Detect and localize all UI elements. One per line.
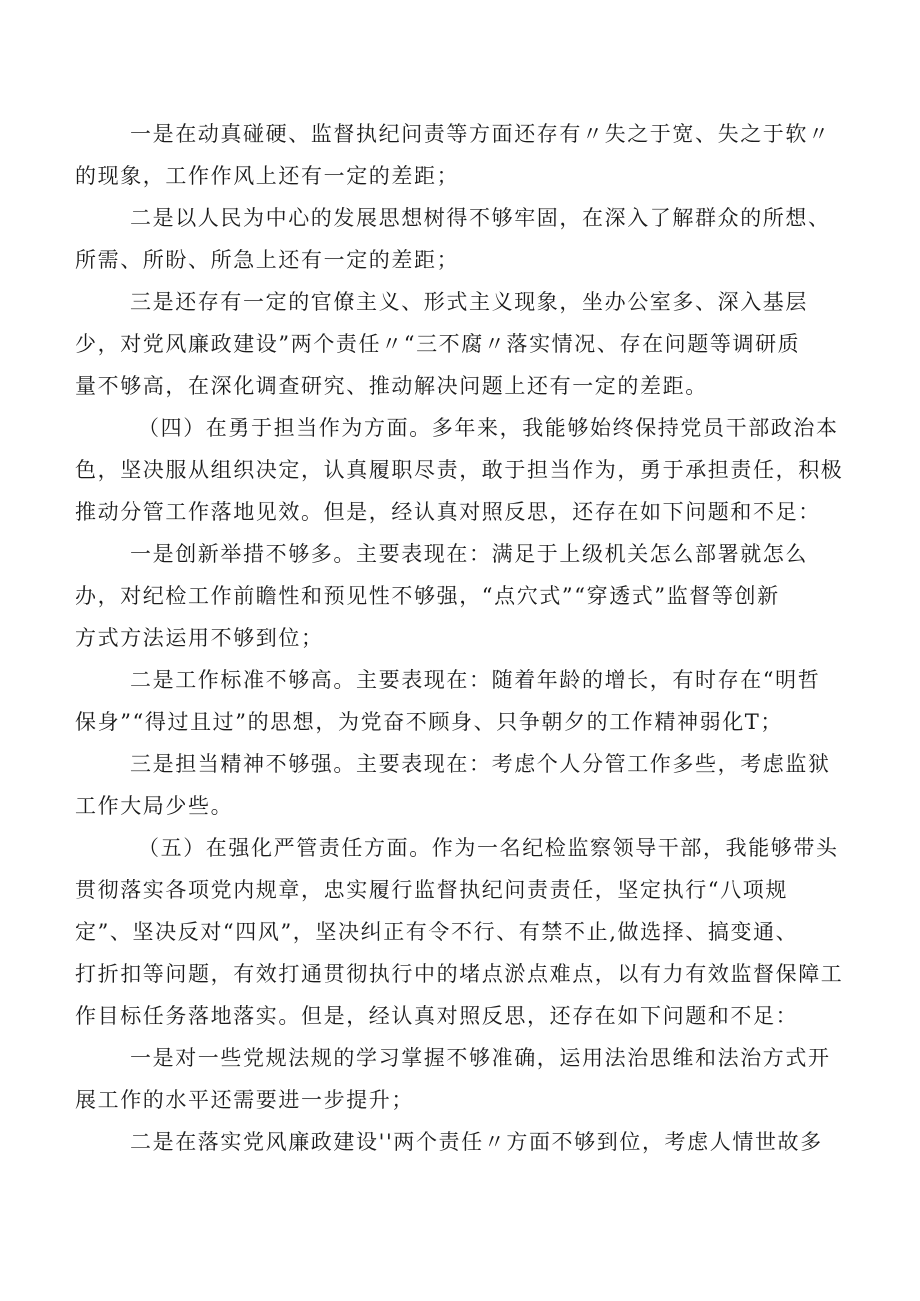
text-line: 定”、坚决反对“四风”，坚决纠正有令不行、有禁不止,做选择、搞变通、 xyxy=(75,920,799,944)
text-line: 贯彻落实各项党内规章，忠实履行监督执纪问责责任，坚定执行“八项规 xyxy=(75,878,788,902)
text-line: 二是以人民为中心的发展思想树得不够牢固，在深入了解群众的所想、 xyxy=(130,206,831,230)
text-line: （五）在强化严管责任方面。作为一名纪检监察领导干部，我能够带头 xyxy=(138,836,839,860)
text-line: 展工作的水平还需要进一步提升； xyxy=(75,1088,414,1112)
text-line: 工作大局少些。 xyxy=(75,794,234,818)
text-line: 一是对一些党规法规的学习掌握不够准确，运用法治思维和法治方式开 xyxy=(130,1046,831,1070)
text-line: 的现象，工作作风上还有一定的差距； xyxy=(75,164,460,188)
text-line: 推动分管工作落地见效。但是，经认真对照反思，还存在如下问题和不足： xyxy=(75,500,821,524)
text-line: 所需、所盼、所急上还有一定的差距； xyxy=(75,248,460,272)
text-line: 一是创新举措不够多。主要表现在：满足于上级机关怎么部署就怎么 xyxy=(130,542,808,566)
text-line: 办，对纪检工作前瞻性和预见性不够强，“点穴式”“穿透式”监督等创新 xyxy=(75,584,780,608)
text-line: 作目标任务落地落实。但是，经认真对照反思，还存在如下问题和不足： xyxy=(75,1004,799,1028)
text-line: 一是在动真碰硬、监督执纪问责等方面还存有〃失之于宽、失之于软〃 xyxy=(130,122,831,146)
text-line: 量不够高，在深化调查研究、推动解决问题上还有一定的差距。 xyxy=(75,374,708,398)
text-line: 二是工作标准不够高。主要表现在：随着年龄的增长，有时存在“明哲 xyxy=(130,668,821,692)
text-line: 方式方法运用不够到位； xyxy=(75,626,324,650)
text-line: 色，坚决服从组织决定，认真履职尽责，敢于担当作为，勇于承担责任，积极 xyxy=(75,458,844,482)
text-line: 打折扣等问题，有效打通贯彻执行中的堵点淤点难点，以有力有效监督保障工 xyxy=(75,962,844,986)
text-line: 少，对党风廉政建设”两个责任〃“三不腐〃落实情况、存在问题等调研质 xyxy=(75,332,801,356)
text-line: 三是担当精神不够强。主要表现在：考虑个人分管工作多些，考虑监狱 xyxy=(130,752,831,776)
text-line: （四）在勇于担当作为方面。多年来，我能够始终保持党员干部政治本 xyxy=(138,416,839,440)
text-line: 保身”“得过且过”的思想，为党奋不顾身、只争朝夕的工作精神弱化T； xyxy=(75,710,784,734)
text-line: 三是还存有一定的官僚主义、形式主义现象，坐办公室多、深入基层 xyxy=(130,290,808,314)
text-line: 二是在落实党风廉政建设''两个责任〃方面不够到位，考虑人情世故多 xyxy=(130,1130,823,1154)
